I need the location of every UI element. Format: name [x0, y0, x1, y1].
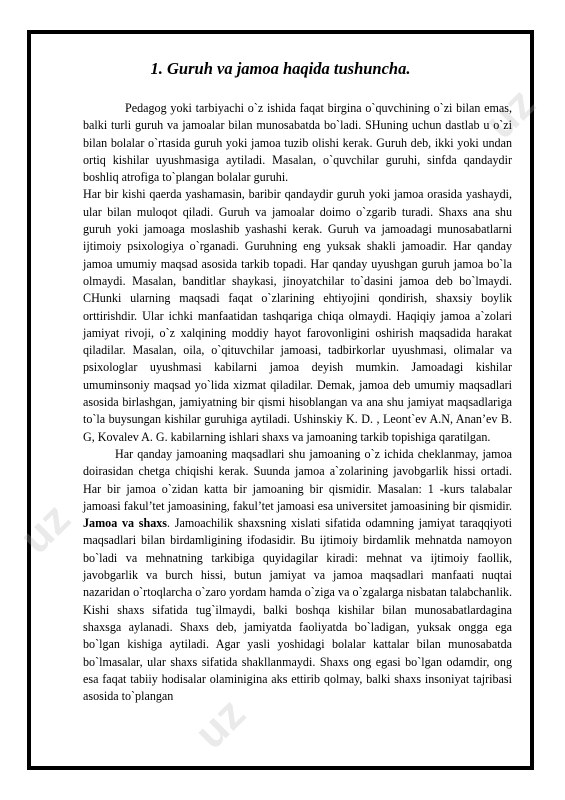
page-frame — [10, 30, 545, 770]
paragraph-text: Har qanday jamoaning maqsadlari shu jamoaning o`z ichida cheklanmay, jamoa doirasidan chetga chiqishi kerak. Suunda jamoa a`zolarining javobgarlik hissi ortadi. Har bir jamoa o`zidan katta bir jamoaning bir qismidir. Masalan: 1 -kurs talabalar jamoasi fakul’tet jamoasining, fakul’tet jamoasi esa universitet jamoasining bir qismidir. — [83, 446, 512, 513]
paragraph — [83, 446, 512, 705]
paragraph: Pedagog yoki tarbiyachi o`z ishida faqat birgina o`quvchining o`zi bilan emas, balki turli guruh va jamoalar bilan munosabatda bo`ladi. SHuning uchun dastlab u o`zi bilan bolalar o`rtasida guruh yoki jamoa tuzib olishi kerak. Guruh deb, ikki yoki undan ortiq kishilar uyushmasiga aytiladi. Masalan, o`quvchilar guruhi, sinfda qandaydir boshliq atrofiga to`plangan bolalar guruhi. — [83, 101, 512, 185]
paragraph-text: . Jamoachilik shaxsning xislati sifatida odamning jamiyat taraqqiyoti maqsadlari bilan birdamligining ifodasidir. Bu ijtimoiy birdamlik mehnatda namoyon bo`ladi va mehnatning tarkibiga quyidagilar kiradi: mehnat va ijtimoiy faollik, javobgarlik va burch hissi, butun jamiyat va jamoa maqsadlari manfaati nuqtai nazaridan o`rtoqlarcha o`zaro yordam hamda o`ziga va o`zgalarga nisbatan talabchanlik. Kishi shaxs sifatida tug`ilmaydi, balki boshqa kishilar bilan munosabatlardagina shaxsga aylanadi. Shaxs deb, jamiyatda faoliyatda bo`ladigan, yuksak ongga ega bo`lgan kishiga aytiladi. Agar yasli yoshidagi bolalar kattalar bilan munosabatda bo`lmasalar, ular shaxs sifatida shakllanmaydi. Shaxs ong egasi bo`lgan odamdir, ong esa faqat tabiiy hodisalar olaminigina aks ettirib qolmay, balki shaxs insoniyat tajribasi asosida to`plangan — [83, 516, 513, 704]
watermark: uz — [185, 689, 255, 759]
bold-term: Jamoa va shaxs — [83, 516, 168, 531]
watermark: uz — [10, 494, 80, 564]
document-body — [83, 100, 512, 705]
watermark: uz — [475, 79, 545, 149]
document-title: 1. Guruh va jamoa haqida tushuncha. — [150, 59, 411, 78]
paragraph: Har bir kishi qaerda yashamasin, baribir qandaydir guruh yoki jamoa orasida yashaydi, ular bilan muloqot qiladi. Guruh va jamoalar doimo o`zgarib turadi. Shaxs ana shu guruh yoki jamoaga moslashib yashashi kerak. Guruh va jamoadagi munosabatlarni ijtimoiy psixologiya o`rganadi. Guruhning eng yuksak shakli jamoadir. Har qanday jamoa umumiy maqsad asosida tarkib topadi. Har qanday uyushgan guruh jamoa bo`la olmaydi. Masalan, banditlar shaykasi, jinoyatchilar to`dasini jamoa deb bo`lmaydi. CHunki ularning maqsadi faqat o`zlarining ehtiyojini qondirish, shaxsiy boylik orttirishdir. Ular ichki manfaatidan tashqariga chiqa olmaydi. Haqiqiy jamoa a`zolari jamiyat rivoji, o`z xalqining moddiy hayot farovonligini oshirish maqsadida harakat qiladilar. Masalan, oila, o`qituvchilar jamoasi, tadbirkorlar uyushmasi, olimalar va psixologlar uyushmasi kabilarni jamoa deyish mumkin. Jamoadagi kishilar umuminsoniy maqsad yo`lida xizmat qiladilar. Demak, jamoa deb umumiy maqsadlari asosida birlashgan, jamiyatning bir qismi hisoblangan va ana shu jamiyat maqsadlariga to`la buysungan kishilar guruhiga aytiladi. Ushinskiy K. D. , Leont`ev A.N, Anan’ev B. G, Kovalev A. G. kabilarning ishlari shaxs va jamoaning tarkib topishiga qaratilgan. — [83, 187, 512, 444]
